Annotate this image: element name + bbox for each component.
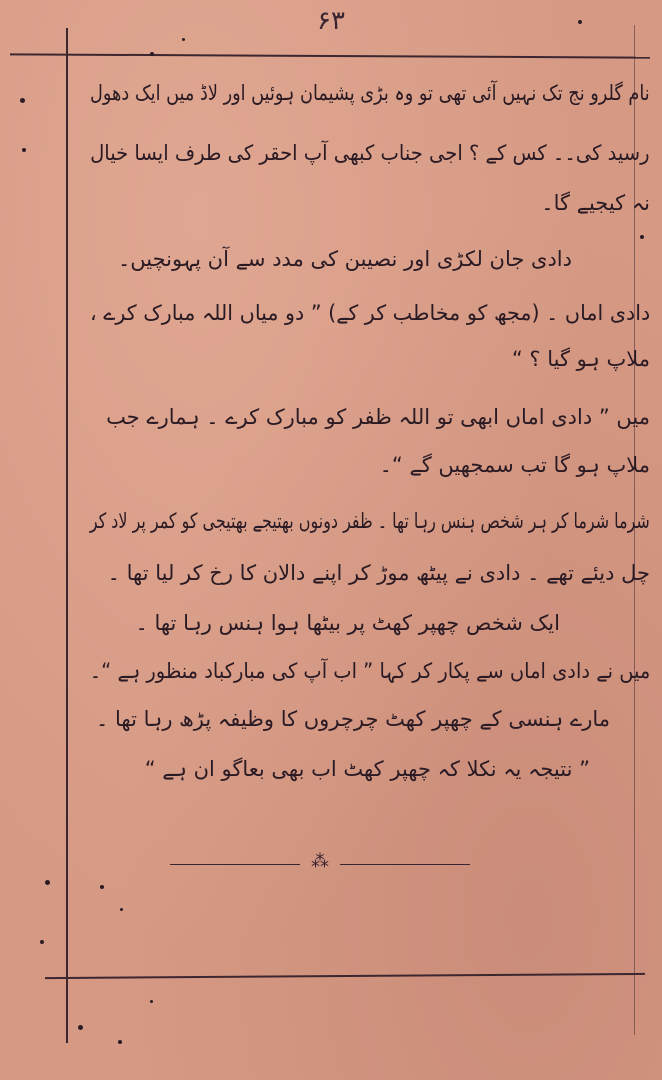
text-line: دادی اماں ۔ (مجھ کو مخاطب کر کے) ” دو میاں اللہ مبارک کرے ، bbox=[89, 301, 650, 325]
ink-speck bbox=[40, 940, 44, 944]
text-line: ایک شخص چھپر کھٹ پر بیٹھا ہوا ہنس رہا تھا ۔ bbox=[135, 611, 560, 635]
text-line: میں ” دادی اماں ابھی تو اللہ ظفر کو مبارک کرے ۔ ہمارے جب bbox=[106, 405, 650, 429]
text-line: دادی جان لکڑی اور نصیبن کی مدد سے آن پہونچیں۔ bbox=[117, 247, 572, 271]
ink-speck bbox=[578, 20, 582, 24]
divider-line-right bbox=[340, 864, 470, 865]
text-line: ملاپ ہو گیا ؟ “ bbox=[511, 347, 650, 371]
text-line: نام گلرو نج تک نہیں آئی تھی تو وہ بڑی پشیمان ہوئیں اور لاڈ میں ایک دھول bbox=[90, 81, 650, 105]
ink-speck bbox=[45, 880, 50, 885]
text-line: میں نے دادی اماں سے پکار کر کہا ” اب آپ کی مبارکباد منظور ہے “۔ bbox=[89, 659, 650, 683]
ink-speck bbox=[120, 908, 123, 911]
text-line: نہ کیجیے گا۔ bbox=[541, 191, 650, 215]
text-line: مارے ہنسی کے چھپر کھٹ چرچروں کا وظیفہ پڑھ رہا تھا ۔ bbox=[96, 707, 610, 731]
ink-speck bbox=[150, 52, 154, 56]
text-line: ملاپ ہو گا تب سمجھیں گے “۔ bbox=[379, 453, 650, 477]
ink-speck bbox=[182, 38, 185, 41]
divider-line-left bbox=[170, 864, 300, 865]
top-rule-line bbox=[10, 53, 650, 58]
text-line: چل دیئے تھے ۔ دادی نے پیٹھ موڑ کر اپنے دالان کا رخ کر لیا تھا ۔ bbox=[107, 561, 650, 585]
asterism-ornament: ⁂ bbox=[311, 851, 329, 872]
ink-speck bbox=[78, 1025, 83, 1030]
ink-speck bbox=[118, 1040, 122, 1044]
bottom-rule-line bbox=[45, 973, 645, 979]
ink-speck bbox=[20, 98, 25, 103]
text-line: ” نتیجہ یہ نکلا کہ چھپر کھٹ اب بھی بعاگو ان ہے “ bbox=[144, 757, 590, 781]
text-line: رسید کی۔۔ کس کے ؟ اجی جناب کبھی آپ احقر کی طرف ایسا خیال bbox=[90, 141, 650, 165]
text-line: شرما شرما کر ہر شخص ہنس رہا تھا ۔ ظفر دونوں بھتیجے بھتیجی کو کمر پر لاد کر bbox=[90, 509, 650, 533]
ink-speck bbox=[150, 1000, 153, 1003]
section-divider bbox=[170, 851, 470, 875]
ink-speck bbox=[22, 148, 26, 152]
ink-speck bbox=[640, 235, 644, 239]
left-margin-line bbox=[66, 28, 68, 1043]
ink-speck bbox=[100, 885, 104, 889]
page-number: ۶۳ bbox=[317, 6, 345, 36]
